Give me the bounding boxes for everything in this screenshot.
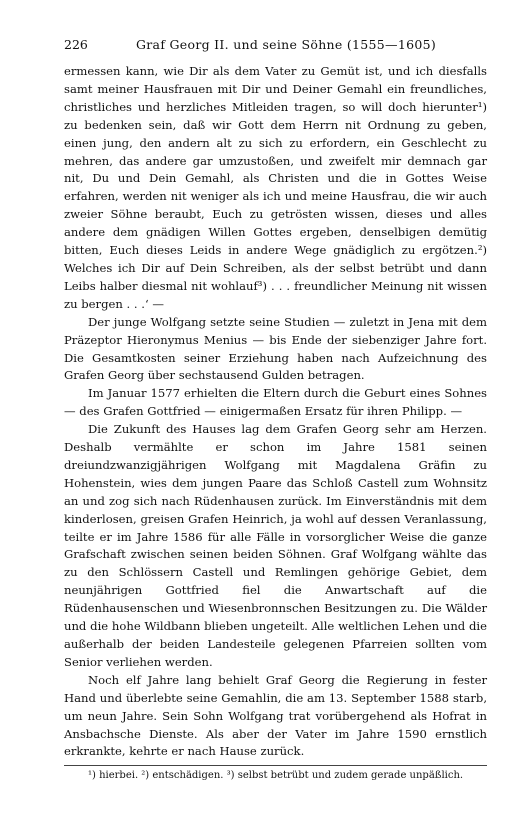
book-page [64, 36, 487, 784]
page-number: 226 [64, 37, 88, 52]
body-text [64, 63, 487, 761]
paragraph-wolfgang-studies: Der junge Wolfgang setzte seine Studien — zuletzt in Jena mit dem Präzeptor Hieronymus Menius — bis Ende der siebenziger Jahre fort. Die Gesamtkosten seiner Erziehung haben nach Aufzeichnung des Grafen Georg über sechstausend Gulden betragen. [64, 314, 487, 383]
paragraph-georg-regency: Noch elf Jahre lang behielt Graf Georg die Regierung in fester Hand und überlebte seine Gemahlin, die am 13. September 1588 starb, um neun Jahre. Sein Sohn Wolfgang trat vorübergehend als Hofrat in Ansbachsche Dienste. Als aber der Vater im Jahre 1590 ernstlich erkrankte, kehrte er nach Hause zurück. [64, 672, 487, 759]
paragraph-gottfried-birth: Im Januar 1577 erhielten die Eltern durch die Geburt eines Sohnes — des Grafen Gottfried — einigermaßen Ersatz für ihren Philipp. — [64, 386, 487, 419]
footnotes: ¹) hierbei. ²) entschädigen. ³) selbst betrübt und zudem gerade unpäßlich. [88, 770, 464, 782]
paragraph-letter-continuation: ermessen kann, wie Dir als dem Vater zu Gemüt ist, und ich diesfalls samt meiner Hausfrauen mit Dir und Deiner Gemahl ein freundliches, christliches und herzliches Mitleiden tragen, so will doch hierunter¹) zu bedenken sein, daß wir Gott dem Herrn nit Ordnung zu geben, einen jung, den andern alt zu sich zu erfordern, ein Geschlecht zu mehren, das andere gar umzustoßen, und zweifelt mir demnach gar nit, Du und Dein Gemahl, als Christen und die in Gottes Weise erfahren, werden nit weniger als ich und meine Hausfrau, die wir auch zweier Söhne beraubt, Euch zu getrösten wissen, dieses und alles andere dem gnädigen Willen Gottes ergeben, denselbigen demütig bitten, Euch dieses Leids in andere Wege gnädiglich zu ergötzen.²) Welches ich Dir auf Dein Schreiben, als der selbst betrübt und dann Leibs halber diesmal nit wohlauf³) . . . freundlicher Meinung nit wissen zu bergen . . .‘ — [64, 64, 487, 311]
paragraph-future-of-house: Die Zukunft des Hauses lag dem Grafen Georg sehr am Herzen. Deshalb vermählte er schon im Jahre 1581 seinen dreiundzwanzigjährigen Wolfgang mit Magdalena Gräfin zu Hohenstein, wies dem jungen Paare das Schloß Castell zum Wohnsitz an und zog sich nach Rüdenhausen zurück. Im Einverständnis mit dem kinderlosen, greisen Grafen Heinrich, ja wohl auf dessen Veranlassung, teilte er im Jahre 1586 für alle Fälle in vorsorglicher Weise die ganze Grafschaft zwischen seinen beiden Söhnen. Graf Wolfgang wählte das zu den Schlössern Castell und Remlingen gehörige Gebiet, dem neunjährigen Gottfried fiel die Anwartschaft auf die Rüdenhausenschen und Wiesenbronnschen Besitzungen zu. Die Wälder und die hohe Wildbann blieben ungeteilt. Alle weltlichen Lehen und die außerhalb der beiden Landesteile gelegenen Pfarreien sollten vom Senior verliehen werden. [64, 422, 487, 669]
footnote-divider [64, 765, 487, 766]
running-title: Graf Georg II. und seine Söhne (1555—1605) [136, 37, 437, 52]
page-header [64, 36, 487, 54]
